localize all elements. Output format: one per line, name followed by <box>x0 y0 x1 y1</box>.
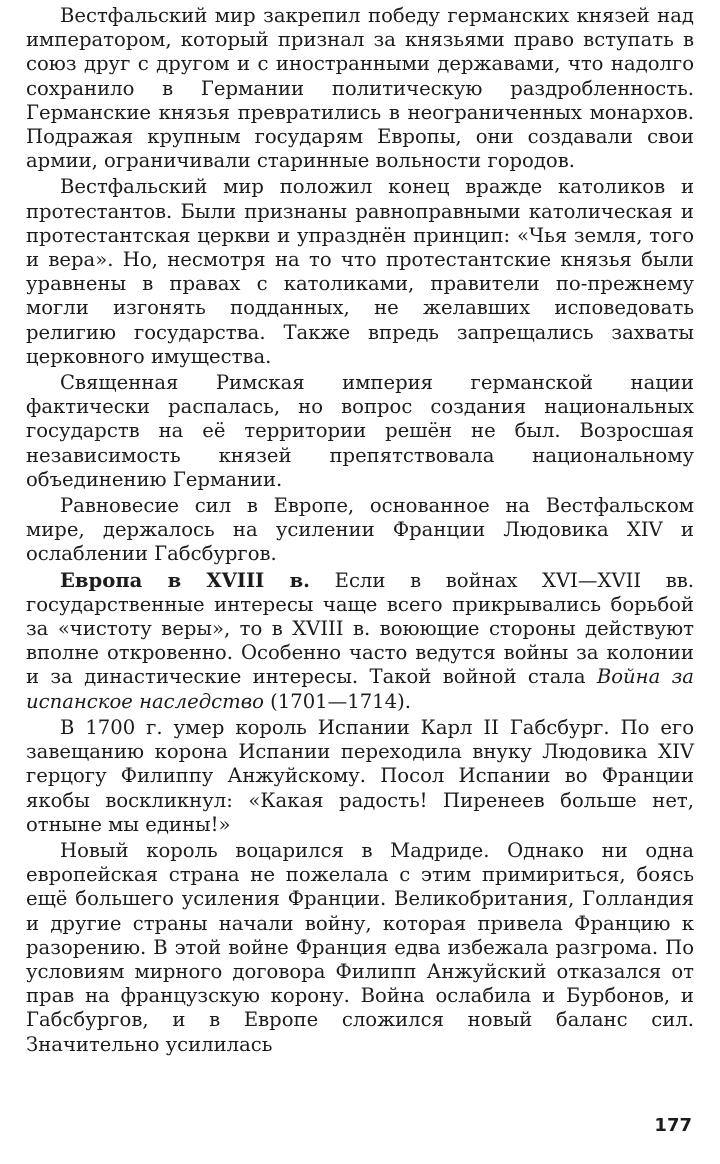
page-number: 177 <box>654 1115 692 1136</box>
war-name: Война за испанское наследство <box>26 665 694 713</box>
section-heading: Европа в XVIII в. <box>60 568 311 592</box>
paragraph-catholics-protestants: Вестфальский мир положил конец вражде католиков и протестантов. Были признаны равноправными католическая и протестантская церкви и упразднён принцип: «Чья земля, того и вера». Но, несмотря на то что протестантские князья были уравнены в правах с католиками, правители по-прежнему могли изгонять подданных, не желавших исповедовать религию государства. Также впредь запрещались захваты церковного имущества. <box>26 175 694 368</box>
paragraph-balance-of-power: Равновесие сил в Европе, основанное на Вестфальском мире, держалось на усилении Франции Людовика XIV и ослаблении Габсбургов. <box>26 494 694 566</box>
paragraph-charles-ii: В 1700 г. умер король Испании Карл II Габсбург. По его завещанию корона Испании переходила внуку Людовика XIV герцогу Филиппу Анжуйскому. Посол Испании во Франции якобы воскликнул: «Какая радость! Пиренеев больше нет, отныне мы едины!» <box>26 715 694 836</box>
paragraph-europe-18th-century <box>26 569 694 714</box>
page-body <box>26 4 694 1057</box>
paragraph-new-king: Новый король воцарился в Мадриде. Однако ни одна европейская страна не пожелала с этим примириться, боясь ещё большего усиления Франции. Великобритания, Голландия и другие страны начали войну, которая привела Францию к разорению. В этой войне Франция едва избежала разгрома. По условиям мирного договора Филипп Анжуйский отказался от прав на французскую корону. Война ослабила и Бурбонов, и Габсбургов, и в Европе сложился новый баланс сил. Значительно усилилась <box>26 838 694 1056</box>
paragraph-westphalia-princes: Вестфальский мир закрепил победу германских князей над императором, который признал за князьями право вступать в союз друг с другом и с иностранными державами, что надолго сохранило в Германии политическую раздробленность. Германские князья превратились в неограниченных монархов. Подражая крупным государям Европы, они создавали свои армии, ограничивали старинные вольности городов. <box>26 4 694 173</box>
paragraph-holy-roman-empire: Священная Римская империя германской нации фактически распалась, но вопрос создания национальных государств на её территории решён не был. Возросшая независимость князей препятствовала национальному объединению Германии. <box>26 371 694 491</box>
paragraph-text-after: (1701—1714). <box>263 689 411 713</box>
paragraph-text-before: Если в войнах XVI—XVII вв. государственные интересы чаще всего прикрывались борьбой за «чистоту веры», то в XVIII в. воюющие стороны действуют вполне откровенно. Особенно часто ведутся войны за колонии и за династические интересы. Такой войной стала <box>26 568 695 689</box>
